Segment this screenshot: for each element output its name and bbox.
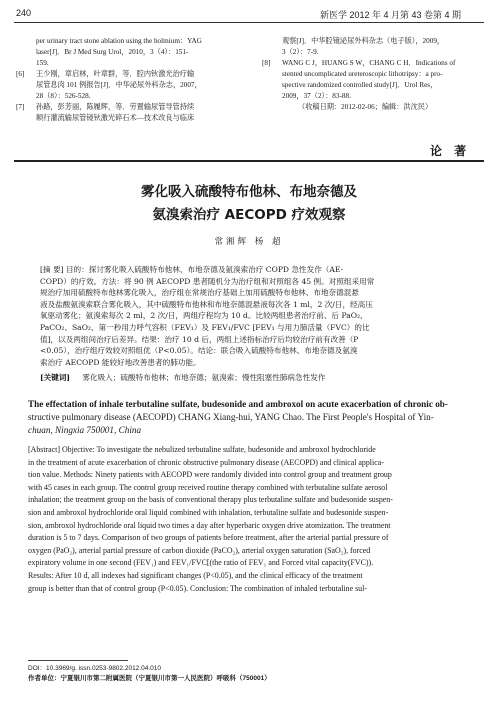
abstract-cn-line: [摘 要] 目的：探讨雾化吸入硫酸特布他林、布地奈德及氨溴索治疗 COPD 急性发作（AE- [40, 265, 344, 274]
abstract-en-line: tion value. Methods: Ninety patients with AECOPD were randomly divided into control group and treatment group [28, 470, 392, 480]
abstract-en-line: expiratory volume in one second (FEV₁) and FEV₁/FVC[(the ratio of FEV₁ and Forced vital capacity(FVC)). [28, 558, 374, 568]
reference-entry [16, 36, 244, 69]
abstract-en-line: group is better than that of control group (P<0.05). Conclusion: The combination of inhaled terbutaline sul- [28, 583, 367, 593]
abstract-en-line: [Abstract] Objective: To investigate the nebulized terbutaline sulfate, budesonide and ambroxol hydrochloride [28, 445, 376, 454]
section-rule [14, 160, 484, 162]
abstract-cn-line: 液及盐酸氨溴索联合雾化吸入，其中硫酸特布他林和布地奈德混悬液每次各 1 ml，2 次/日，经高压 [40, 299, 373, 309]
reference-line: WANG C J，HUANG S W，CHANG C H．Indications of [282, 59, 456, 67]
abstract-en-line: Results: After 10 d, all indexes had significant changes (P<0.05), and the clinical efficacy of the treatment [28, 570, 363, 580]
title-cn-line2: 氨溴索治疗 AECOPD 疗效观察 [152, 207, 346, 223]
reference-line: 3（2）：7-9. [282, 48, 319, 56]
abstract-cn-line: 氧驱动雾化；氨溴索每次 2 ml，2 次/日，两组疗程均为 10 d。比较两组患者治疗前、后 PaO₂、 [40, 311, 368, 321]
title-en-line: The effectation of inhale terbutaline sulfate, budesonide and ambroxol on acute exacerbation of chronic ob- [28, 399, 448, 409]
keywords-row [40, 372, 470, 383]
reference-line: （收稿日期：2012-02-06；编辑：洪沈民） [298, 103, 433, 111]
reference-line: 28（8）：526-528. [36, 92, 91, 100]
footnote [28, 664, 271, 684]
abstract-en-line: sion and ambroxol hydrochloride oral liquid combined with inhalation, terbutaline sulfate and budesonide suspen- [28, 507, 389, 517]
doi: DOI：10.3969/g. issn.0253-9802.2012.04.010 [28, 665, 161, 672]
abstract-en-line: in the treatment of acute exacerbation of chronic obstructive pulmonary disease (AECOPD) and clinical applica- [28, 457, 384, 467]
section-tag: 论 著 [430, 144, 471, 158]
reference-line: 观察[J]．中华腔镜泌尿外科杂志（电子版），2009， [282, 37, 445, 45]
footnote-rule [28, 660, 128, 661]
reference-line: 159. [36, 59, 49, 67]
reference-line: per urinary tract stone ablation using the holmium：YAG [36, 37, 202, 45]
page-number: 240 [16, 8, 32, 18]
abstract-cn-line: <0.05），治疗组疗效较对照组优（P<0.05）。结论：联合吸入硫酸特布他林、布地奈德及氨溴 [40, 346, 358, 356]
keywords-label: [关键词] [40, 373, 70, 382]
abstract-cn-line: 规治疗加用硫酸特布他林雾化吸入，治疗组在常规治疗基础上加用硫酸特布他林、布地奈德混悬 [40, 288, 359, 298]
reference-line: 孙路，彭芳丽，陈履辉，等．劳置输尿管导管持续 [36, 103, 195, 111]
abstract-en-line: duration is 5 to 7 days. Comparison of two groups of patients before treatment, after the arterial partial pressure of [28, 533, 389, 543]
abstract-cn-line: PaCO₂、SaO₂、第一秒用力呼气容积（FEV₁）及 FEV₁/FVC [FEV₁ 与用力肺活量（FVC）的比 [40, 322, 370, 332]
reference-number: [7] [16, 103, 25, 111]
abstract-cn-line: 值]，以及两组间治疗后差异。结果：治疗 10 d 后，两组上述指标治疗后均较治疗前有改善（P [40, 334, 359, 344]
header-rule [14, 22, 484, 23]
reference-number: [8] [262, 59, 271, 67]
abstract-en [28, 444, 480, 595]
received-date [262, 102, 484, 113]
reference-line: 2009，37（2）：83-88. [282, 92, 351, 100]
abstract-cn [40, 264, 470, 368]
reference-entry [262, 58, 484, 102]
reference-line: 王少刚，章启林，叶章群，等．腔内钬激光治疗输 [36, 70, 195, 78]
title-en-line: chuan, Ningxia 750001, China [28, 425, 142, 435]
references-left [16, 36, 244, 124]
title-cn-line1: 雾化吸入硫酸特布他林、布地奈德及 [141, 184, 357, 200]
title-en [28, 398, 478, 437]
abstract-en-line: with 45 cases in each group. The control group received routine therapy combined with terbutaline sulfate aerosol [28, 482, 388, 492]
reference-number: [6] [16, 70, 25, 78]
keywords-text: 雾化吸入；硫酸特布他林；布地奈德；氨溴索；慢性阻塞性肺病急性发作 [82, 373, 326, 382]
reference-entry [16, 69, 244, 102]
reference-line: spective randomized controlled study[J]．Urol Res， [282, 81, 438, 89]
journal-info: 新医学 2012 年 4 月第 43 卷第 4 期 [320, 10, 462, 20]
abstract-en-line: oxygen (PaO₂), arterial partial pressure of carbon dioxide (PaCO₂), arterial oxygen saturation (SaO₂), forced [28, 545, 371, 555]
reference-line: 顺行灌流输尿管镜钬激光碎石术—技术改良与临床 [36, 114, 195, 122]
abstract-en-line: inhalation; the treatment group on the basis of conventional therapy plus terbutaline sulfate and budesonide suspen- [28, 495, 393, 505]
abstract-cn-line: COPD）的疗效。方法：将 90 例 AECOPD 患者随机分为治疗组和对照组各 45 例。对照组采用常 [40, 276, 375, 286]
reference-line: 尿管息肉 101 例报告[J]．中华泌尿外科杂志，2007， [36, 81, 202, 89]
reference-line: stented uncomplicated ureteroscopic lithotripsy：a pro- [282, 70, 443, 78]
reference-entry [16, 102, 244, 124]
reference-line: laser[J]．Br J Med Surg Urol，2010，3（4）：151- [36, 48, 189, 56]
reference-entry [262, 36, 484, 58]
abstract-en-line: sion, ambroxol hydrochloride oral liquid two times a day after hyperbaric oxygen drive atomization. The treatment [28, 520, 391, 530]
abstract-cn-line: 索治疗 AECOPD 能较好地改善患者的肺功能。 [40, 357, 201, 367]
title-en-line: structive pulmonary disease (AECOPD) CHANG Xiang-hui, YANG Chao. The First People's Hospital of Yin- [28, 412, 434, 422]
references-right [262, 36, 484, 113]
author-unit: 作者单位：宁夏银川市第二附属医院（宁夏银川市第一人民医院）呼吸科（750001） [28, 675, 271, 682]
authors-cn: 常湘辉 杨 超 [214, 237, 284, 247]
